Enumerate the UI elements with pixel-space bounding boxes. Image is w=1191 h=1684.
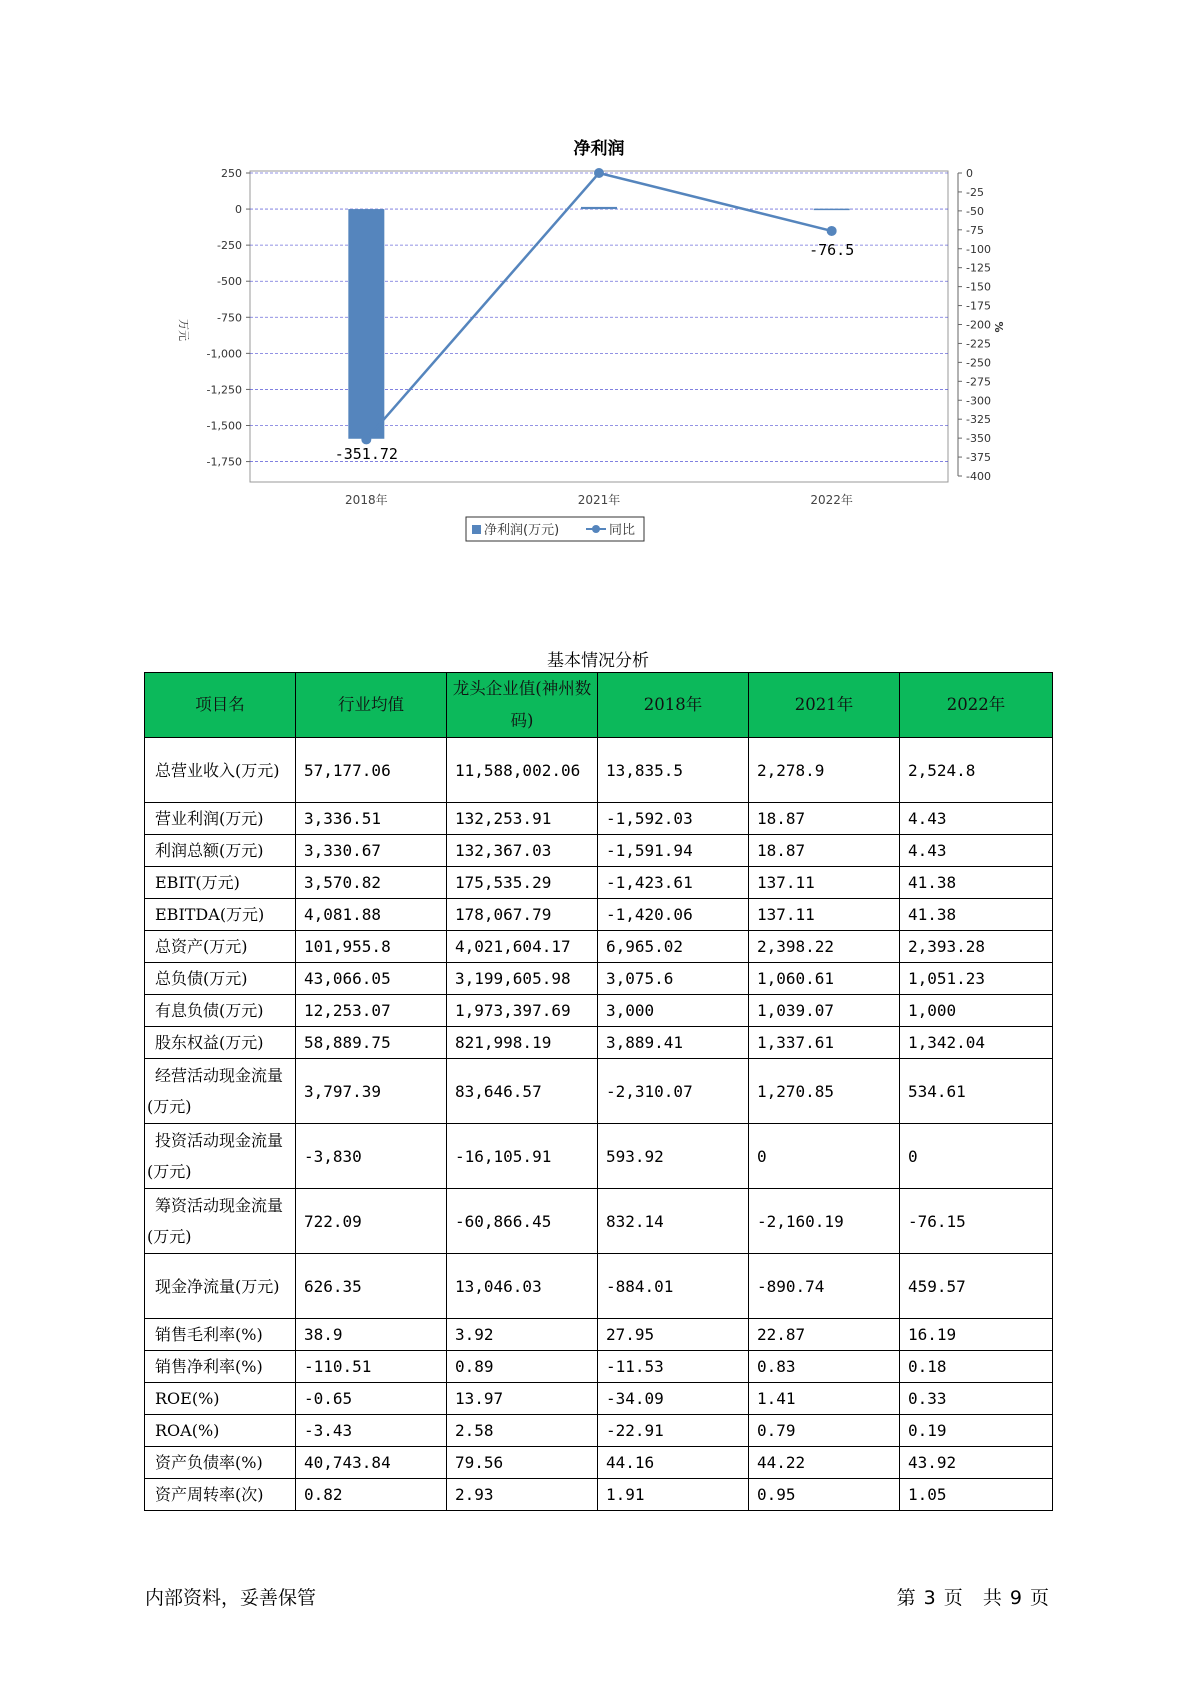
row-label: 销售毛利率(%) — [145, 1319, 296, 1351]
table-cell: -22.91 — [598, 1415, 749, 1447]
table-cell: 2,393.28 — [900, 931, 1053, 963]
table-cell: -3.43 — [296, 1415, 447, 1447]
table-cell: 44.22 — [749, 1447, 900, 1479]
table-cell: 2.93 — [447, 1479, 598, 1511]
table-cell: 1,342.04 — [900, 1027, 1053, 1059]
table-cell: -2,310.07 — [598, 1059, 749, 1124]
right-tick-label: -325 — [966, 413, 991, 427]
table-cell: -1,591.94 — [598, 835, 749, 867]
table-cell: 43,066.05 — [296, 963, 447, 995]
table-cell: -11.53 — [598, 1351, 749, 1383]
table-cell: 534.61 — [900, 1059, 1053, 1124]
right-tick-label: -50 — [966, 204, 984, 218]
right-tick-label: -175 — [966, 299, 991, 313]
table-cell: 3,570.82 — [296, 867, 447, 899]
table-cell: -60,866.45 — [447, 1189, 598, 1254]
table-cell: 821,998.19 — [447, 1027, 598, 1059]
row-label: 投资活动现金流量(万元) — [145, 1124, 296, 1189]
table-cell: 2,398.22 — [749, 931, 900, 963]
table-row — [145, 1059, 1053, 1124]
table-cell: 175,535.29 — [447, 867, 598, 899]
right-tick-label: -300 — [966, 394, 991, 408]
table-cell: -16,105.91 — [447, 1124, 598, 1189]
table-cell: 3,199,605.98 — [447, 963, 598, 995]
table-cell: 3.92 — [447, 1319, 598, 1351]
table-cell: 3,330.67 — [296, 835, 447, 867]
table-cell: 4,021,604.17 — [447, 931, 598, 963]
table-cell: 178,067.79 — [447, 899, 598, 931]
table-row — [145, 1351, 1053, 1383]
table-header-cell: 2022年 — [900, 673, 1053, 738]
row-label: 有息负债(万元) — [145, 995, 296, 1027]
row-label: 筹资活动现金流量(万元) — [145, 1189, 296, 1254]
table-row — [145, 931, 1053, 963]
table-cell: 44.16 — [598, 1447, 749, 1479]
left-tick-label: -1,250 — [206, 383, 242, 397]
table-cell: 16.19 — [900, 1319, 1053, 1351]
table-cell: 27.95 — [598, 1319, 749, 1351]
table-header-row — [145, 673, 1053, 738]
footer-page-number — [893, 1583, 1053, 1610]
row-label: 总营业收入(万元) — [145, 738, 296, 803]
row-label: 利润总额(万元) — [145, 835, 296, 867]
table-cell: 18.87 — [749, 803, 900, 835]
table-row — [145, 995, 1053, 1027]
table-cell: 101,955.8 — [296, 931, 447, 963]
table-cell: 1,039.07 — [749, 995, 900, 1027]
x-tick-label: 2018年 — [345, 493, 388, 507]
table-row — [145, 1124, 1053, 1189]
table-cell: 13.97 — [447, 1383, 598, 1415]
table-caption: 基本情况分析 — [547, 651, 649, 671]
right-tick-label: -350 — [966, 432, 991, 446]
table-cell: -3,830 — [296, 1124, 447, 1189]
bar — [348, 209, 384, 439]
table-row — [145, 899, 1053, 931]
table-cell: 0.82 — [296, 1479, 447, 1511]
table-cell: 3,075.6 — [598, 963, 749, 995]
yoy-line — [366, 173, 831, 439]
total-suffix: 页 — [1029, 1587, 1049, 1609]
row-label: EBITDA(万元) — [145, 899, 296, 931]
right-tick-label: -400 — [966, 470, 991, 483]
row-label: ROE(%) — [145, 1383, 296, 1415]
table-cell: -890.74 — [749, 1254, 900, 1319]
table-cell: 4.43 — [900, 835, 1053, 867]
row-label: 总负债(万元) — [145, 963, 296, 995]
table-row — [145, 963, 1053, 995]
right-tick-label: -225 — [966, 337, 991, 351]
row-label: 销售净利率(%) — [145, 1351, 296, 1383]
table-cell: -76.15 — [900, 1189, 1053, 1254]
table-cell: 132,367.03 — [447, 835, 598, 867]
table-cell: -1,423.61 — [598, 867, 749, 899]
left-tick-label: -1,500 — [206, 419, 242, 433]
table-cell: -884.01 — [598, 1254, 749, 1319]
basic-analysis-table — [144, 672, 1053, 1511]
row-label: EBIT(万元) — [145, 867, 296, 899]
left-tick-label: 250 — [221, 167, 242, 180]
table-row — [145, 1027, 1053, 1059]
table-row — [145, 1383, 1053, 1415]
table-cell: -1,592.03 — [598, 803, 749, 835]
row-label: 资产周转率(次) — [145, 1479, 296, 1511]
chart-title: 净利润 — [573, 139, 625, 159]
table-row — [145, 1319, 1053, 1351]
right-tick-label: -200 — [966, 318, 991, 332]
x-tick-label: 2022年 — [810, 493, 853, 507]
table-header-cell: 项目名 — [145, 673, 296, 738]
left-tick-label: 0 — [235, 203, 242, 217]
yoy-point — [827, 226, 837, 236]
left-tick-label: -500 — [217, 275, 242, 289]
table-cell: 41.38 — [900, 867, 1053, 899]
bar — [814, 209, 850, 211]
right-tick-label: -250 — [966, 356, 991, 370]
legend-label-net-profit: 净利润(万元) — [484, 523, 560, 538]
table-cell: 18.87 — [749, 835, 900, 867]
table-row — [145, 1415, 1053, 1447]
right-tick-label: -150 — [966, 280, 991, 294]
right-tick-label: -100 — [966, 242, 991, 256]
table-cell: 83,646.57 — [447, 1059, 598, 1124]
table-cell: 1.41 — [749, 1383, 900, 1415]
table-cell: 132,253.91 — [447, 803, 598, 835]
left-tick-label: -750 — [217, 311, 242, 325]
table-cell: 3,336.51 — [296, 803, 447, 835]
table-cell: 79.56 — [447, 1447, 598, 1479]
table-cell: 1,337.61 — [749, 1027, 900, 1059]
table-row — [145, 1479, 1053, 1511]
table-cell: 2,278.9 — [749, 738, 900, 803]
table-cell: 4.43 — [900, 803, 1053, 835]
table-cell: 13,046.03 — [447, 1254, 598, 1319]
table-cell: 4,081.88 — [296, 899, 447, 931]
table-cell: 832.14 — [598, 1189, 749, 1254]
table-row — [145, 738, 1053, 803]
table-cell: 1.05 — [900, 1479, 1053, 1511]
table-cell: 0.33 — [900, 1383, 1053, 1415]
table-row — [145, 1189, 1053, 1254]
table-cell: 0.95 — [749, 1479, 900, 1511]
table-cell: 459.57 — [900, 1254, 1053, 1319]
table-cell: 13,835.5 — [598, 738, 749, 803]
row-label: 资产负债率(%) — [145, 1447, 296, 1479]
right-tick-label: -75 — [966, 223, 984, 237]
table-header-cell: 行业均值 — [296, 673, 447, 738]
total-prefix: 共 — [982, 1587, 1002, 1609]
table-cell: 0.18 — [900, 1351, 1053, 1383]
table-cell: 1,973,397.69 — [447, 995, 598, 1027]
table-cell: -1,420.06 — [598, 899, 749, 931]
table-header-cell: 2018年 — [598, 673, 749, 738]
table-cell: 137.11 — [749, 867, 900, 899]
table-cell: 12,253.07 — [296, 995, 447, 1027]
right-tick-label: -375 — [966, 451, 991, 465]
page-suffix: 页 — [943, 1587, 963, 1609]
table-cell: 1,000 — [900, 995, 1053, 1027]
table-row — [145, 803, 1053, 835]
table-row — [145, 835, 1053, 867]
table-cell: 3,797.39 — [296, 1059, 447, 1124]
table-cell: -110.51 — [296, 1351, 447, 1383]
left-tick-label: -1,000 — [206, 347, 242, 361]
row-label: 总资产(万元) — [145, 931, 296, 963]
table-cell: 0.79 — [749, 1415, 900, 1447]
right-tick-label: -25 — [966, 185, 984, 199]
table-cell: 40,743.84 — [296, 1447, 447, 1479]
table-cell: 1,270.85 — [749, 1059, 900, 1124]
page-prefix: 第 — [896, 1587, 916, 1609]
right-tick-label: -125 — [966, 261, 991, 275]
chart-svg — [140, 130, 1040, 600]
table-cell: 1,051.23 — [900, 963, 1053, 995]
table-cell: 0.19 — [900, 1415, 1053, 1447]
table-row — [145, 867, 1053, 899]
table-cell: 2.58 — [447, 1415, 598, 1447]
yoy-point — [594, 168, 604, 178]
row-label: ROA(%) — [145, 1415, 296, 1447]
table-cell: 11,588,002.06 — [447, 738, 598, 803]
net-profit-chart — [140, 130, 1040, 600]
right-axis-unit: % — [992, 321, 1005, 333]
row-label: 经营活动现金流量(万元) — [145, 1059, 296, 1124]
table-cell: 0.83 — [749, 1351, 900, 1383]
table-cell: 2,524.8 — [900, 738, 1053, 803]
table-cell: -2,160.19 — [749, 1189, 900, 1254]
table-cell: 0 — [749, 1124, 900, 1189]
row-label: 股东权益(万元) — [145, 1027, 296, 1059]
x-tick-label: 2021年 — [577, 493, 621, 507]
table-cell: 137.11 — [749, 899, 900, 931]
footer-confidential-note: 内部资料，妥善保管 — [145, 1587, 317, 1609]
table-cell: 58,889.75 — [296, 1027, 447, 1059]
table-cell: 1,060.61 — [749, 963, 900, 995]
data-label: -351.72 — [334, 444, 398, 463]
left-tick-label: -250 — [217, 239, 242, 253]
row-label: 营业利润(万元) — [145, 803, 296, 835]
table-cell: 1.91 — [598, 1479, 749, 1511]
table-cell: 3,889.41 — [598, 1027, 749, 1059]
right-tick-label: -275 — [966, 375, 991, 389]
legend-bar-swatch — [472, 525, 481, 534]
page-total: 9 — [1009, 1587, 1022, 1609]
table-cell: 3,000 — [598, 995, 749, 1027]
table-cell: -0.65 — [296, 1383, 447, 1415]
left-tick-label: -1,750 — [206, 455, 242, 469]
bar — [581, 207, 617, 209]
table-cell: 722.09 — [296, 1189, 447, 1254]
table-cell: 626.35 — [296, 1254, 447, 1319]
table-cell: 6,965.02 — [598, 931, 749, 963]
table-cell: 41.38 — [900, 899, 1053, 931]
table-cell: -34.09 — [598, 1383, 749, 1415]
table-row — [145, 1254, 1053, 1319]
table-cell: 593.92 — [598, 1124, 749, 1189]
yoy-point — [361, 434, 371, 444]
table-row — [145, 1447, 1053, 1479]
table-cell: 22.87 — [749, 1319, 900, 1351]
data-label: -76.5 — [809, 240, 855, 259]
table-header-cell: 龙头企业值(神州数码) — [447, 673, 598, 738]
page-current: 3 — [923, 1587, 936, 1609]
right-tick-label: 0 — [966, 167, 973, 180]
table-cell: 43.92 — [900, 1447, 1053, 1479]
table-cell: 57,177.06 — [296, 738, 447, 803]
legend-line-marker — [592, 525, 600, 533]
table-cell: 0.89 — [447, 1351, 598, 1383]
table-cell: 0 — [900, 1124, 1053, 1189]
legend-label-yoy: 同比 — [609, 523, 636, 538]
row-label: 现金净流量(万元) — [145, 1254, 296, 1319]
table-header-cell: 2021年 — [749, 673, 900, 738]
left-axis-unit: 万元 — [177, 319, 190, 341]
table-cell: 38.9 — [296, 1319, 447, 1351]
